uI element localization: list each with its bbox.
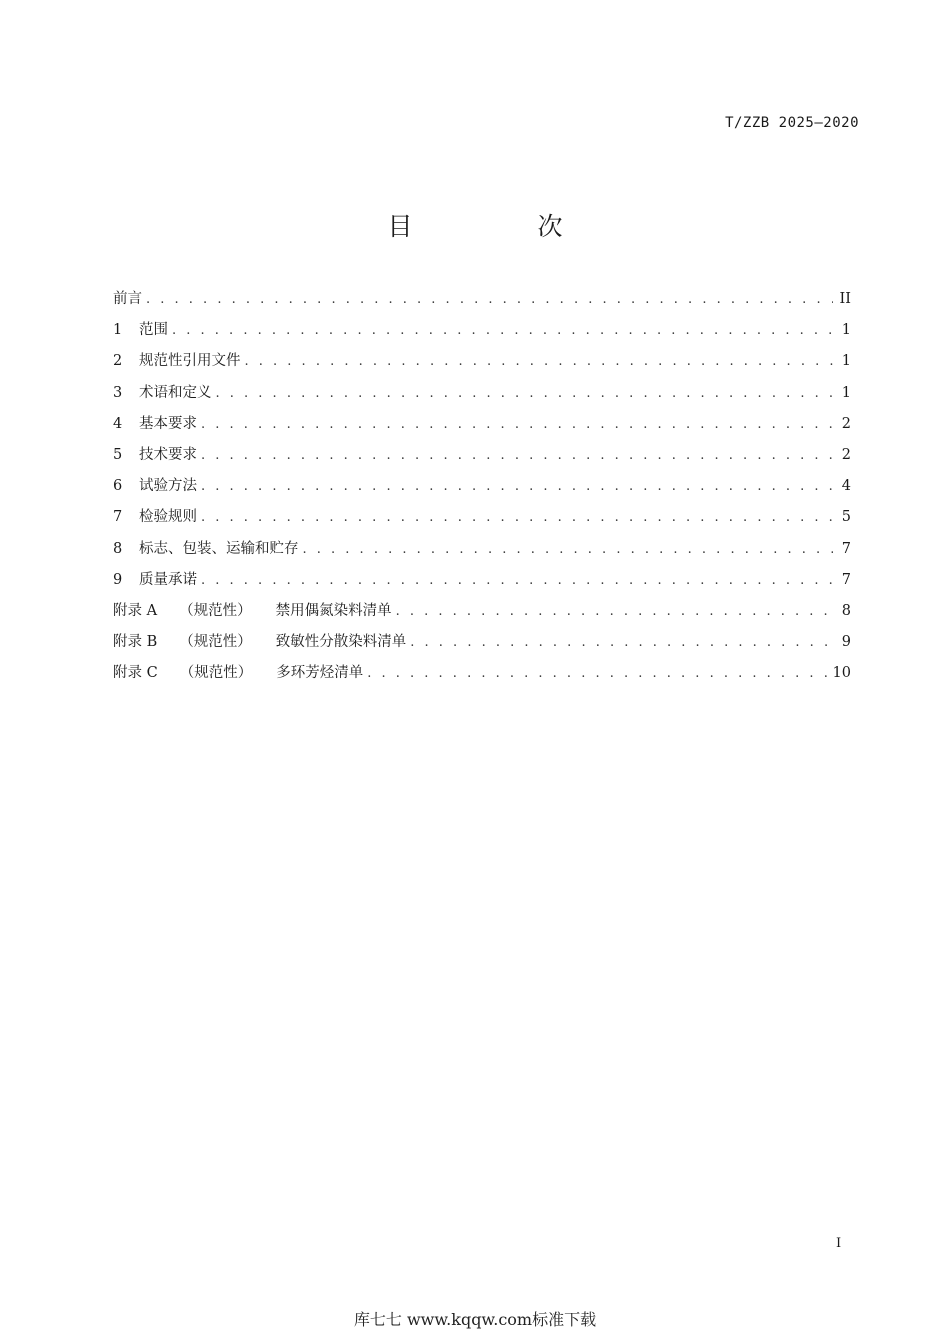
toc-item-page: 9 [841, 634, 851, 651]
toc-item-appendix-c[interactable] [113, 661, 851, 692]
toc-item-terms[interactable] [113, 381, 851, 412]
toc-item-appendix-b[interactable] [113, 630, 851, 661]
toc-item-text: 检验规则 [139, 509, 197, 526]
toc-item-text: 前言 [113, 291, 142, 307]
toc-item-page: 7 [841, 571, 851, 588]
toc-item-text: 术语和定义 [139, 384, 212, 401]
toc-leader [367, 666, 826, 681]
toc-item-appendix-a[interactable] [113, 599, 851, 630]
toc-item-page: 7 [841, 540, 851, 557]
toc-item-page: 4 [841, 478, 851, 495]
toc-item-marking-packaging[interactable] [113, 537, 851, 568]
appendix-id: 附录 C [113, 665, 158, 682]
toc-item-test-methods[interactable] [113, 474, 851, 505]
toc-item-number: 7 [113, 509, 123, 526]
toc-item-text: 技术要求 [139, 446, 197, 463]
toc-leader [303, 542, 834, 557]
appendix-title: 致敏性分散染料清单 [275, 634, 407, 651]
appendix-title: 多环芳烃清单 [276, 665, 364, 682]
toc-item-number: 2 [113, 353, 123, 370]
toc-item-page: 1 [841, 353, 851, 370]
toc-leader [201, 417, 833, 432]
appendix-id: 附录 B [113, 634, 158, 651]
appendix-type: （规范性） [179, 634, 252, 651]
appendix-type: （规范性） [179, 665, 253, 682]
toc-item-page: 2 [841, 415, 851, 432]
toc-leader [201, 510, 833, 525]
toc-item-page: 5 [841, 509, 851, 526]
toc-item-text: 质量承诺 [139, 571, 197, 588]
toc-item-technical-requirements[interactable] [113, 443, 851, 474]
toc-leader [201, 479, 833, 494]
toc-leader [396, 604, 833, 619]
toc-item-page: 2 [841, 446, 851, 463]
toc-item-page: 10 [832, 665, 851, 682]
toc-item-page: 1 [841, 322, 851, 339]
toc-leader [410, 635, 833, 650]
toc-item-text: 范围 [139, 322, 168, 339]
toc-item-page: 1 [841, 384, 851, 401]
toc-item-text: 试验方法 [139, 478, 197, 495]
toc-leader [245, 354, 834, 369]
toc-item-number: 4 [113, 415, 123, 432]
toc-item-normative-references[interactable] [113, 349, 851, 380]
toc-item-basic-requirements[interactable] [113, 412, 851, 443]
document-code: T/ZZB 2025—2020 [725, 115, 859, 131]
toc-leader [216, 386, 834, 401]
toc-item-text: 基本要求 [139, 415, 197, 432]
toc-item-number: 8 [113, 540, 123, 557]
toc-item-number: 3 [113, 384, 123, 401]
page-number: I [836, 1236, 842, 1251]
page-title: 目 次 [387, 212, 613, 241]
toc-item-text: 标志、包装、运输和贮存 [139, 540, 299, 557]
toc-leader [146, 292, 833, 307]
toc-item-inspection-rules[interactable] [113, 505, 851, 536]
footer-watermark: 库七七 www.kqqw.com标准下载 [353, 1310, 597, 1329]
appendix-type: （规范性） [179, 602, 252, 619]
toc-item-page: II [839, 291, 851, 307]
toc-item-number: 1 [113, 322, 123, 339]
toc-leader [201, 448, 833, 463]
table-of-contents [113, 287, 851, 692]
toc-item-page: 8 [841, 602, 851, 619]
toc-item-text: 规范性引用文件 [139, 353, 241, 370]
toc-item-quality-commitment[interactable] [113, 568, 851, 599]
toc-item-number: 6 [113, 478, 123, 495]
toc-leader [172, 323, 833, 338]
appendix-title: 禁用偶氮染料清单 [275, 602, 392, 619]
appendix-id: 附录 A [113, 602, 158, 619]
toc-leader [201, 573, 833, 588]
toc-item-number: 5 [113, 446, 123, 463]
toc-item-foreword[interactable] [113, 287, 851, 318]
toc-item-number: 9 [113, 571, 123, 588]
toc-item-scope[interactable] [113, 318, 851, 349]
